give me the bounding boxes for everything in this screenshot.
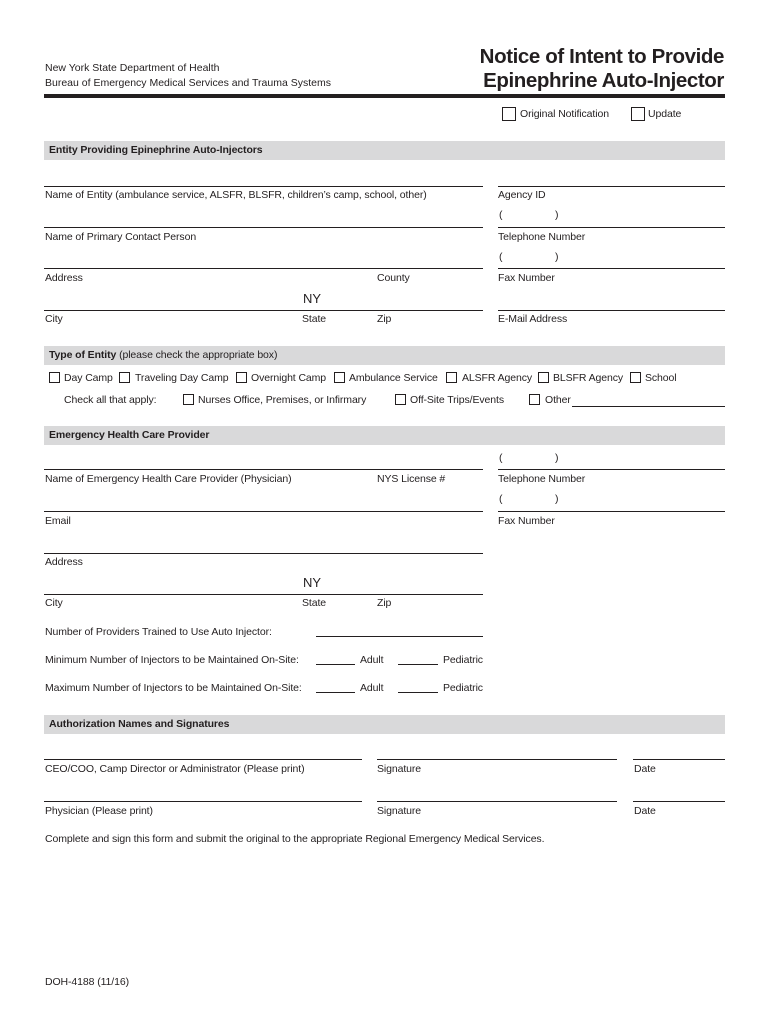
provider-address-label: Address bbox=[45, 556, 83, 568]
type-of-entity-note: (please check the appropriate box) bbox=[116, 349, 278, 361]
provider-address-line[interactable] bbox=[44, 553, 483, 554]
telephone-paren-close: ) bbox=[555, 209, 559, 221]
ceo-date-line[interactable] bbox=[633, 759, 725, 760]
fax-label: Fax Number bbox=[498, 272, 555, 284]
email-line[interactable] bbox=[498, 310, 725, 311]
min-pediatric-line[interactable] bbox=[398, 664, 438, 665]
blsfr-agency-label: BLSFR Agency bbox=[553, 372, 624, 384]
license-label: NYS License # bbox=[377, 473, 446, 485]
submission-instruction: Complete and sign this form and submit the original to the appropriate Regional Emergency Medical Services. bbox=[45, 833, 545, 845]
address-label: Address bbox=[45, 272, 83, 284]
overnight-camp-checkbox[interactable] bbox=[236, 372, 247, 383]
email-label: E-Mail Address bbox=[498, 313, 568, 325]
primary-contact-line[interactable] bbox=[44, 227, 483, 228]
nurses-office-checkbox[interactable] bbox=[183, 394, 194, 405]
provider-telephone-line[interactable] bbox=[498, 469, 725, 470]
telephone-paren-open: ( bbox=[499, 209, 503, 221]
overnight-camp-label: Overnight Camp bbox=[251, 372, 327, 384]
fax-line[interactable] bbox=[498, 268, 725, 269]
authorization-section-title: Authorization Names and Signatures bbox=[49, 718, 230, 730]
ceo-name-line[interactable] bbox=[44, 759, 362, 760]
day-camp-label: Day Camp bbox=[64, 372, 113, 384]
providers-trained-label: Number of Providers Trained to Use Auto Injector: bbox=[45, 626, 272, 638]
type-of-entity-title bbox=[49, 349, 277, 361]
ceo-signature-label: Signature bbox=[377, 763, 422, 775]
update-label: Update bbox=[648, 108, 682, 120]
ceo-name-label: CEO/COO, Camp Director or Administrator (Please print) bbox=[45, 763, 305, 775]
ambulance-service-label: Ambulance Service bbox=[349, 372, 438, 384]
form-id: DOH-4188 (11/16) bbox=[45, 976, 129, 988]
min-adult-line[interactable] bbox=[316, 664, 355, 665]
school-checkbox[interactable] bbox=[630, 372, 641, 383]
county-label: County bbox=[377, 272, 410, 284]
provider-telephone-paren-close: ) bbox=[555, 452, 559, 464]
check-all-label: Check all that apply: bbox=[64, 394, 157, 406]
provider-email-label: Email bbox=[45, 515, 71, 527]
physician-name-label: Physician (Please print) bbox=[45, 805, 153, 817]
min-pediatric-label: Pediatric bbox=[443, 654, 483, 666]
max-adult-label: Adult bbox=[360, 682, 384, 694]
authorization-section-header bbox=[44, 715, 725, 734]
alsfr-agency-label: ALSFR Agency bbox=[462, 372, 533, 384]
physician-signature-label: Signature bbox=[377, 805, 422, 817]
provider-telephone-paren-open: ( bbox=[499, 452, 503, 464]
bureau-name: Bureau of Emergency Medical Services and Trauma Systems bbox=[45, 77, 331, 89]
provider-state-value: NY bbox=[303, 575, 322, 590]
other-label: Other bbox=[545, 394, 571, 406]
state-label: State bbox=[302, 313, 327, 325]
min-injectors-label: Minimum Number of Injectors to be Maintained On-Site: bbox=[45, 654, 299, 666]
entity-name-line[interactable] bbox=[44, 186, 483, 187]
provider-name-label: Name of Emergency Health Care Provider (Physician) bbox=[45, 473, 292, 485]
ambulance-service-checkbox[interactable] bbox=[334, 372, 345, 383]
physician-name-line[interactable] bbox=[44, 801, 362, 802]
other-checkbox[interactable] bbox=[529, 394, 540, 405]
physician-date-line[interactable] bbox=[633, 801, 725, 802]
provider-city-state-zip-line[interactable] bbox=[44, 594, 483, 595]
provider-fax-paren-close: ) bbox=[555, 493, 559, 505]
alsfr-agency-checkbox[interactable] bbox=[446, 372, 457, 383]
header-divider bbox=[44, 94, 725, 98]
off-site-trips-label: Off-Site Trips/Events bbox=[410, 394, 504, 406]
agency-id-label: Agency ID bbox=[498, 189, 546, 201]
address-line[interactable] bbox=[44, 268, 483, 269]
entity-section-title: Entity Providing Epinephrine Auto-Injectors bbox=[49, 144, 263, 156]
provider-telephone-label: Telephone Number bbox=[498, 473, 586, 485]
blsfr-agency-checkbox[interactable] bbox=[538, 372, 549, 383]
traveling-day-camp-checkbox[interactable] bbox=[119, 372, 130, 383]
school-label: School bbox=[645, 372, 677, 384]
off-site-trips-checkbox[interactable] bbox=[395, 394, 406, 405]
physician-signature-line[interactable] bbox=[377, 801, 617, 802]
provider-fax-paren-open: ( bbox=[499, 493, 503, 505]
department-name: New York State Department of Health bbox=[45, 62, 220, 74]
type-of-entity-title-bold: Type of Entity bbox=[49, 349, 117, 361]
max-pediatric-line[interactable] bbox=[398, 692, 438, 693]
provider-section-title: Emergency Health Care Provider bbox=[49, 429, 210, 441]
entity-name-label: Name of Entity (ambulance service, ALSFR, BLSFR, children’s camp, school, other) bbox=[45, 189, 427, 201]
provider-zip-label: Zip bbox=[377, 597, 392, 609]
provider-city-label: City bbox=[45, 597, 63, 609]
primary-contact-label: Name of Primary Contact Person bbox=[45, 231, 197, 243]
max-pediatric-label: Pediatric bbox=[443, 682, 483, 694]
provider-section-header bbox=[44, 426, 725, 445]
original-notification-label: Original Notification bbox=[520, 108, 609, 120]
form-title-line2: Epinephrine Auto-Injector bbox=[483, 69, 724, 92]
update-checkbox[interactable] bbox=[631, 107, 645, 121]
ceo-date-label: Date bbox=[634, 763, 656, 775]
fax-paren-close: ) bbox=[555, 251, 559, 263]
providers-trained-line[interactable] bbox=[316, 636, 483, 637]
entity-section-header bbox=[44, 141, 725, 160]
provider-fax-label: Fax Number bbox=[498, 515, 555, 527]
telephone-label: Telephone Number bbox=[498, 231, 586, 243]
form-title-line1: Notice of Intent to Provide bbox=[479, 45, 724, 68]
state-value: NY bbox=[303, 291, 322, 306]
day-camp-checkbox[interactable] bbox=[49, 372, 60, 383]
provider-name-line[interactable] bbox=[44, 469, 483, 470]
provider-email-line[interactable] bbox=[44, 511, 483, 512]
provider-state-label: State bbox=[302, 597, 327, 609]
max-adult-line[interactable] bbox=[316, 692, 355, 693]
physician-date-label: Date bbox=[634, 805, 656, 817]
traveling-day-camp-label: Traveling Day Camp bbox=[135, 372, 229, 384]
city-label: City bbox=[45, 313, 63, 325]
telephone-line[interactable] bbox=[498, 227, 725, 228]
nurses-office-label: Nurses Office, Premises, or Infirmary bbox=[198, 394, 367, 406]
provider-fax-line[interactable] bbox=[498, 511, 725, 512]
fax-paren-open: ( bbox=[499, 251, 503, 263]
ceo-signature-line[interactable] bbox=[377, 759, 617, 760]
city-state-zip-line[interactable] bbox=[44, 310, 483, 311]
zip-label: Zip bbox=[377, 313, 392, 325]
min-adult-label: Adult bbox=[360, 654, 384, 666]
other-specify-line[interactable] bbox=[572, 406, 725, 407]
max-injectors-label: Maximum Number of Injectors to be Maintained On-Site: bbox=[45, 682, 302, 694]
agency-id-line[interactable] bbox=[498, 186, 725, 187]
original-notification-checkbox[interactable] bbox=[502, 107, 516, 121]
type-of-entity-header bbox=[44, 346, 725, 365]
